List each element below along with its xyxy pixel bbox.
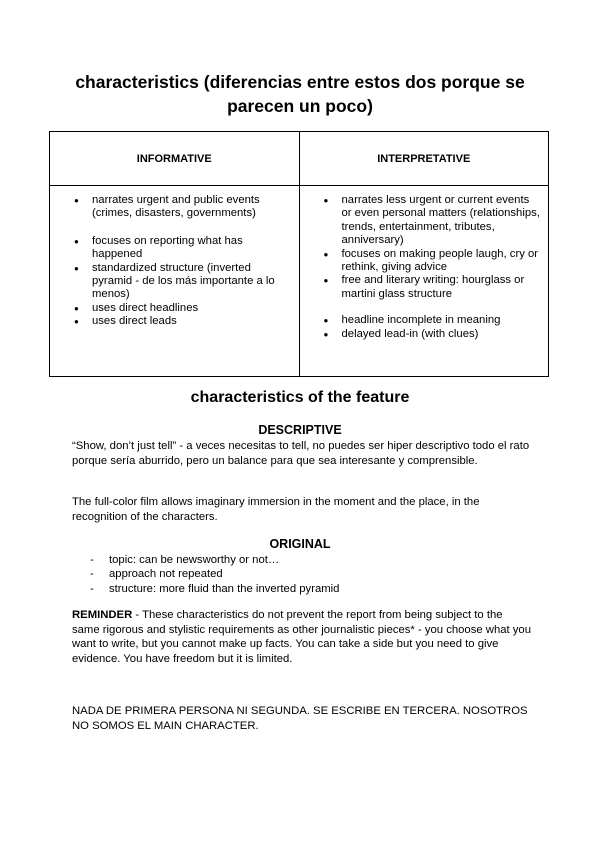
reminder-label: REMINDER (72, 609, 133, 621)
list-item: ● uses direct leads (50, 315, 293, 328)
column-header-interpretative: INTERPRETATIVE (299, 132, 549, 186)
list-item: - approach not repeated (72, 567, 532, 581)
page-title: characteristics (diferencias entre estos dos porque se parecen un poco) (75, 72, 525, 116)
reminder-text: - These characteristics do not prevent the report from being subject to the same rigorous and stylistic requirements as other journalistic pieces* - you choose what you want to write, but you cannot make up facts. You can take a side but you need to give evidence. You have freedom but it is limited. (72, 609, 531, 665)
informative-cell (50, 186, 300, 377)
original-heading: ORIGINAL (269, 537, 331, 551)
list-item: ● focuses on making people laugh, cry or rethink, giving advice (300, 248, 543, 275)
descriptive-paragraph-2: The full-color film allows imaginary immersion in the moment and the place, in the recognition of the characters. (72, 496, 480, 523)
list-item: ● delayed lead-in (with clues) (300, 328, 543, 341)
informative-list (50, 186, 299, 329)
list-item: ● uses direct headlines (50, 302, 293, 315)
comparison-table (49, 131, 549, 377)
descriptive-paragraph-1: “Show, don’t just tell” - a veces necesitas to tell, no puedes ser hiper descriptivo todo el rato porque sería aburrido, pero un balance para que sea interesante y comprensible. (72, 440, 530, 467)
list-item: ● narrates urgent and public events (crimes, disasters, governments) (50, 194, 293, 221)
list-item: ● narrates less urgent or current events or even personal matters (relationships, trends, entertainment, tributes, anniversary) (300, 194, 543, 248)
table-row (50, 186, 549, 377)
interpretative-cell (299, 186, 549, 377)
list-item: - structure: more fluid than the inverted pyramid (72, 582, 532, 596)
interpretative-list (300, 186, 549, 341)
list-item: ● free and literary writing: hourglass or martini glass structure (300, 274, 543, 301)
list-item: - topic: can be newsworthy or not… (72, 553, 532, 567)
descriptive-heading: DESCRIPTIVE (258, 423, 342, 437)
list-item: ● headline incomplete in meaning (300, 314, 543, 327)
column-header-informative: INFORMATIVE (50, 132, 300, 186)
feature-heading: characteristics of the feature (190, 389, 410, 406)
table-header-row (50, 132, 549, 186)
list-item: ● standardized structure (inverted pyramid - de los más importante a lo menos) (50, 262, 293, 302)
closing-note: NADA DE PRIMERA PERSONA NI SEGUNDA. SE ESCRIBE EN TERCERA. NOSOTROS NO SOMOS EL MAIN CHARACTER. (72, 705, 528, 732)
list-item: ● focuses on reporting what has happened (50, 235, 293, 262)
original-list (72, 553, 532, 596)
reminder-paragraph (72, 608, 532, 666)
